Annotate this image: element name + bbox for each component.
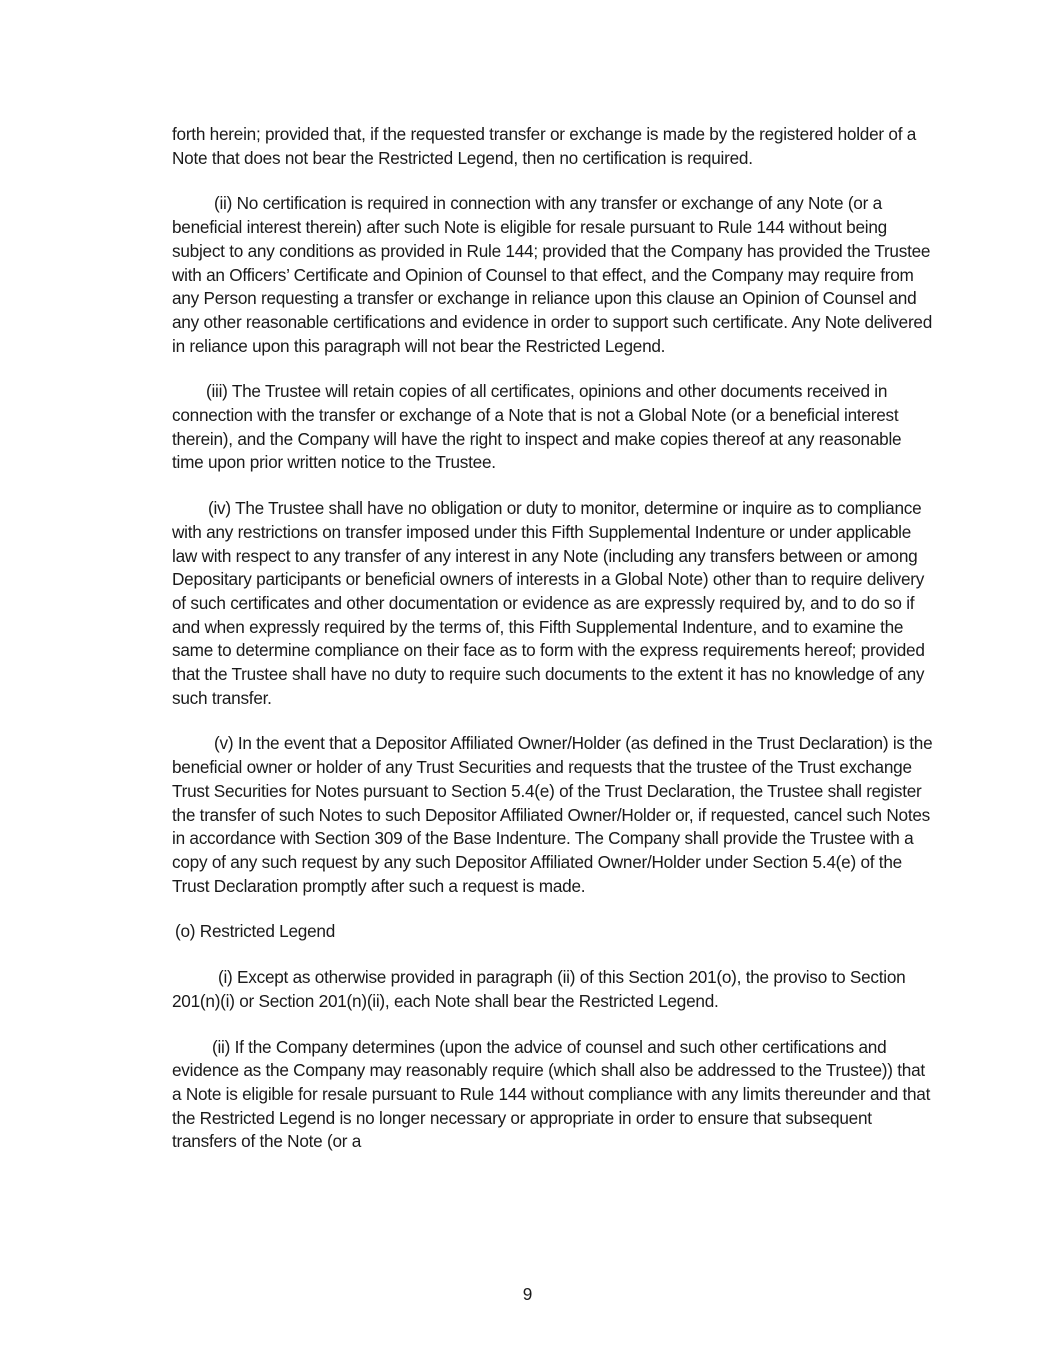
paragraph-clause-iv-no-obligation: (iv) The Trustee shall have no obligation or duty to monitor, determine or inquire as to compliance with any restrictions on transfer imposed under this Fifth Supplemental Indenture or under applicable law with respect to any transfer of any interest in any Note (including any transfers between or among Depositary participants or beneficial owners of interests in a Global Note) other than to require delivery of such certificates and other documentation or evidence as are expressly required by, and to do so if and when expressly required by the terms of, this Fifth Supplemental Indenture, and to examine the same to determine compliance on their face as to form with the express requirements hereof; provided that the Trustee shall have no duty to require such documents to the extent it has no knowledge of any such transfer. — [172, 498, 925, 708]
paragraph-continuation: forth herein; provided that, if the requested transfer or exchange is made by the registered holder of a Note that does not bear the Restricted Legend, then no certification is required. — [172, 124, 917, 168]
paragraph-clause-v-depositor: (v) In the event that a Depositor Affiliated Owner/Holder (as defined in the Trust Declaration) is the beneficial owner or holder of any Trust Securities and requests that the trustee of the Trust exchange Trust Securities for Notes pursuant to Section 5.4(e) of the Trust Declaration, the Trustee shall register the transfer of such Notes to such Depositor Affiliated Owner/Holder or, if requested, cancel such Notes in accordance with Section 309 of the Base Indenture. The Company shall provide the Trustee with a copy of any such request by any such Depositor Affiliated Owner/Holder under Section 5.4(e) of the Trust Declaration promptly after such a request is made. — [172, 733, 933, 896]
paragraph-clause-ii-certification: (ii) No certification is required in connection with any transfer or exchange of any Note (or a beneficial interest therein) after such Note is eligible for resale pursuant to Rule 144 without being subject to any conditions as provided in Rule 144; provided that the Company has provided the Trustee with an Officers’ Certificate and Opinion of Counsel to that effect, and the Company may require from any Person requesting a transfer or exchange in reliance upon this clause an Opinion of Counsel and any other reasonable certifications and evidence in order to support such certificate. Any Note delivered in reliance upon this paragraph will not bear the Restricted Legend. — [172, 193, 933, 356]
paragraph-clause-iii-retain-copies: (iii) The Trustee will retain copies of all certificates, opinions and other documents received in connection with the transfer or exchange of a Note that is not a Global Note (or a beneficial interest therein), and the Company will have the right to inspect and make copies thereof at any reasonable time upon prior written notice to the Trustee. — [172, 381, 902, 473]
document-page — [172, 123, 934, 1176]
paragraph-clause-i-legend: (i) Except as otherwise provided in paragraph (ii) of this Section 201(o), the proviso to Section 201(n)(i) or Section 201(n)(ii), each Note shall bear the Restricted Legend. — [172, 967, 906, 1011]
section-heading-restricted-legend: (o) Restricted Legend — [175, 921, 336, 942]
page-number: 9 — [522, 1284, 533, 1304]
paragraph-clause-ii-legend-removal: (ii) If the Company determines (upon the advice of counsel and such other certifications and evidence as the Company may reasonably require (which shall also be addressed to the Trustee)) that a Note is eligible for resale pursuant to Rule 144 without compliance with any limits thereunder and that the Restricted Legend is no longer necessary or appropriate in order to ensure that subsequent transfers of the Note (or a — [172, 1036, 931, 1152]
